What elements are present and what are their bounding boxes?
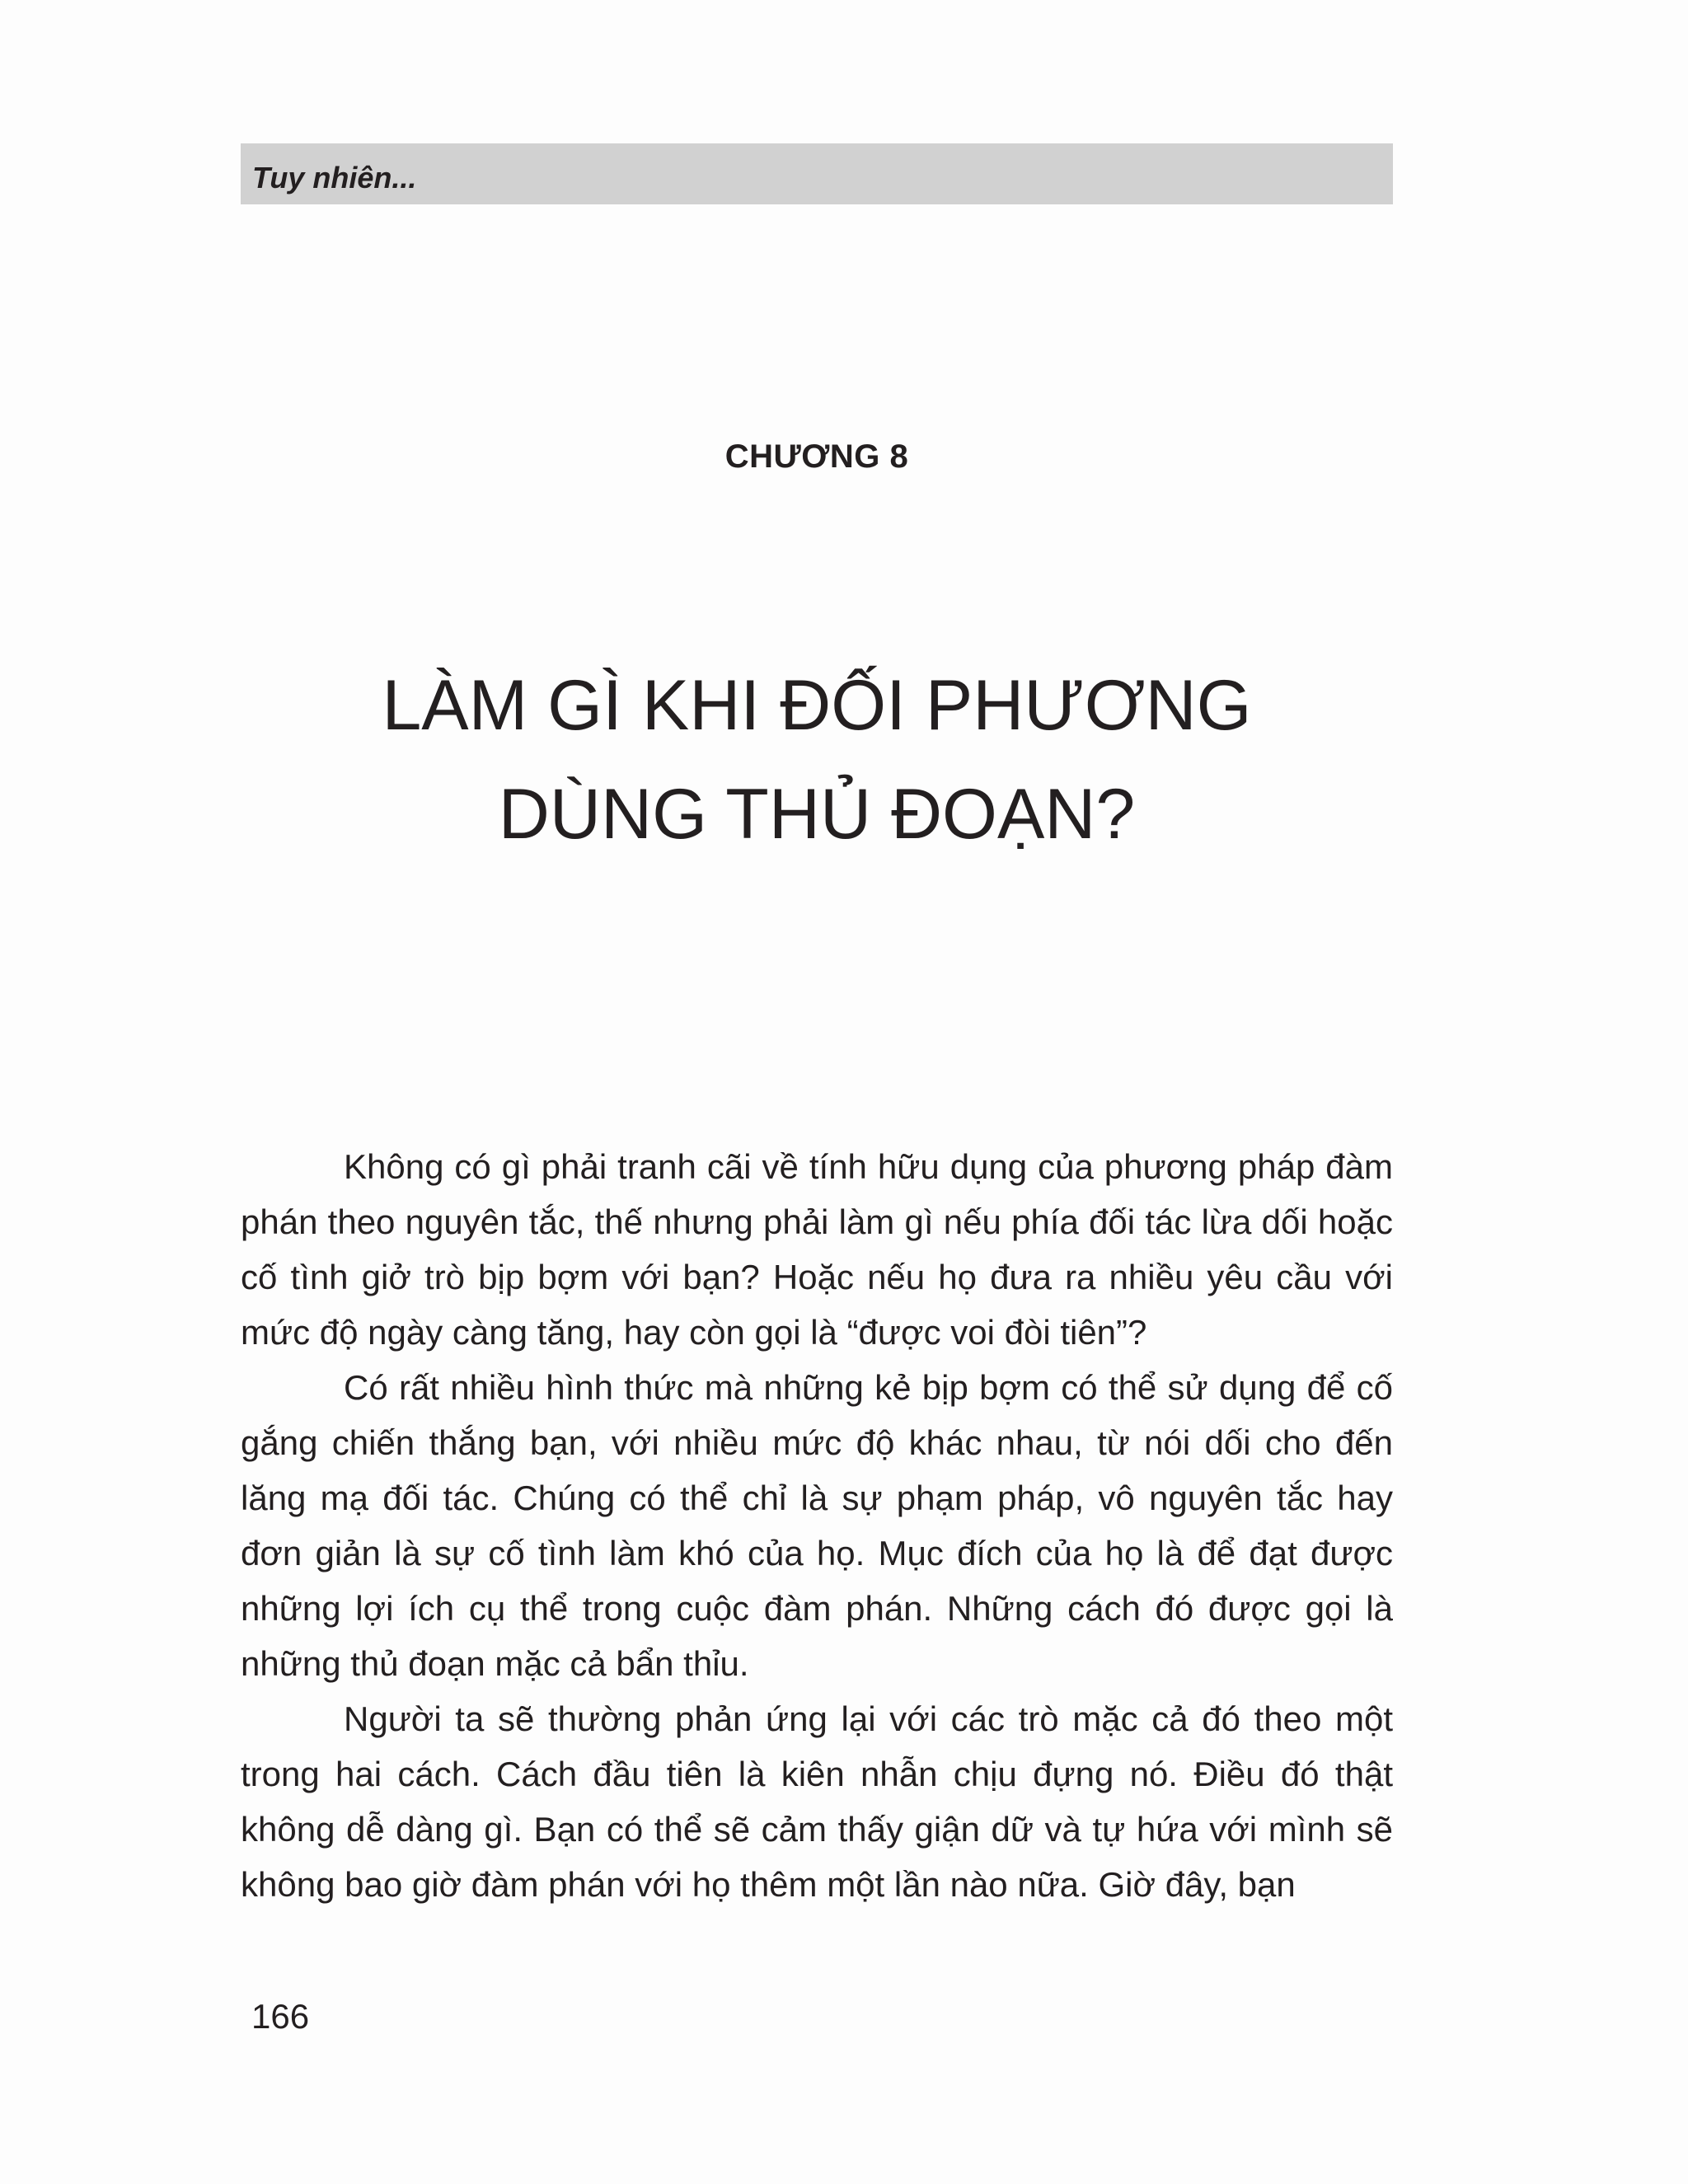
chapter-title-line-2: DÙNG THỦ ĐOẠN?	[498, 775, 1136, 854]
body-text	[241, 1139, 1393, 1912]
paragraph-2: Có rất nhiều hình thức mà những kẻ bịp bợm có thể sử dụng để cố gắng chiến thắng bạn, với nhiều mức độ khác nhau, từ nói dối cho đến lăng mạ đối tác. Chúng có thể chỉ là sự phạm pháp, vô nguyên tắc hay đơn giản là sự cố tình làm khó của họ. Mục đích của họ là để đạt được những lợi ích cụ thể trong cuộc đàm phán. Những cách đó được gọi là những thủ đoạn mặc cả bẩn thỉu.	[241, 1368, 1393, 1683]
running-header-text: Tuy nhiên...	[252, 161, 417, 194]
chapter-label: CHƯƠNG 8	[724, 438, 909, 475]
chapter-title	[241, 651, 1393, 869]
running-header	[241, 143, 1393, 204]
page-number: 166	[251, 1997, 310, 2036]
paragraph-3: Người ta sẽ thường phản ứng lại với các trò mặc cả đó theo một trong hai cách. Cách đầu tiên là kiên nhẫn chịu đựng nó. Điều đó thật không dễ dàng gì. Bạn có thể sẽ cảm thấy giận dữ và tự hứa với mình sẽ không bao giờ đàm phán với họ thêm một lần nào nữa. Giờ đây, bạn	[241, 1699, 1393, 1904]
paragraph-1: Không có gì phải tranh cãi về tính hữu dụng của phương pháp đàm phán theo nguyên tắc, thế nhưng phải làm gì nếu phía đối tác lừa dối hoặc cố tình giở trò bịp bợm với bạn? Hoặc nếu họ đưa ra nhiều yêu cầu với mức độ ngày càng tăng, hay còn gọi là “được voi đòi tiên”?	[241, 1147, 1393, 1352]
chapter-title-line-1: LÀM GÌ KHI ĐỐI PHƯƠNG	[382, 666, 1252, 745]
